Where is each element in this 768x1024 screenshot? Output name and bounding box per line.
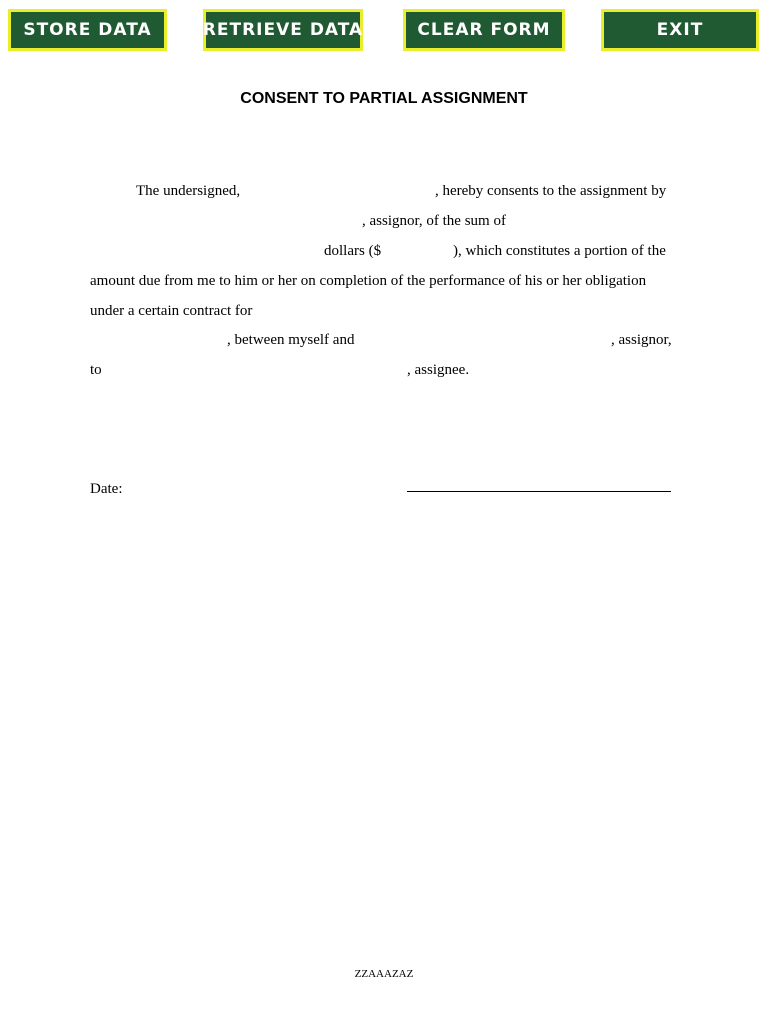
which-constitutes-text: ), which constitutes a portion of the (453, 243, 666, 259)
page-title: CONSENT TO PARTIAL ASSIGNMENT (240, 90, 528, 107)
exit-button[interactable]: EXIT (601, 9, 759, 51)
assignor-name-field[interactable] (90, 211, 360, 231)
retrieve-data-button[interactable]: RETRIEVE DATA (203, 9, 363, 51)
sum-words-field[interactable] (90, 241, 320, 261)
to-text: to (90, 362, 102, 378)
assignee-name-field[interactable] (106, 360, 404, 380)
assignor-sum-text: , assignor, of the sum of (362, 213, 506, 229)
amount-due-text: amount due from me to him or her on completion of the performance of his or her obligation (90, 273, 647, 289)
sum-amount-field[interactable] (383, 241, 453, 261)
hereby-consents-text: , hereby consents to the assignment by (435, 183, 667, 199)
date-label: Date: (90, 481, 123, 497)
undersigned-text: The undersigned, (136, 183, 241, 199)
undersigned-name-field[interactable] (245, 181, 431, 201)
date-field[interactable] (126, 479, 286, 499)
clear-form-button[interactable]: CLEAR FORM (403, 9, 565, 51)
under-contract-text: under a certain contract for (90, 303, 253, 319)
assignee-text: , assignee. (407, 362, 470, 378)
contract-for-field[interactable] (90, 330, 225, 350)
store-data-button[interactable]: STORE DATA (8, 9, 167, 51)
toolbar (0, 0, 768, 60)
between-myself-text: , between myself and (227, 332, 355, 348)
assignor-label-text: , assignor, (611, 332, 672, 348)
dollars-text: dollars ($ (324, 243, 382, 259)
footer-code: ZZAAAZAZ (354, 968, 414, 980)
between-party-field[interactable] (357, 330, 607, 350)
signature-line (407, 487, 671, 492)
